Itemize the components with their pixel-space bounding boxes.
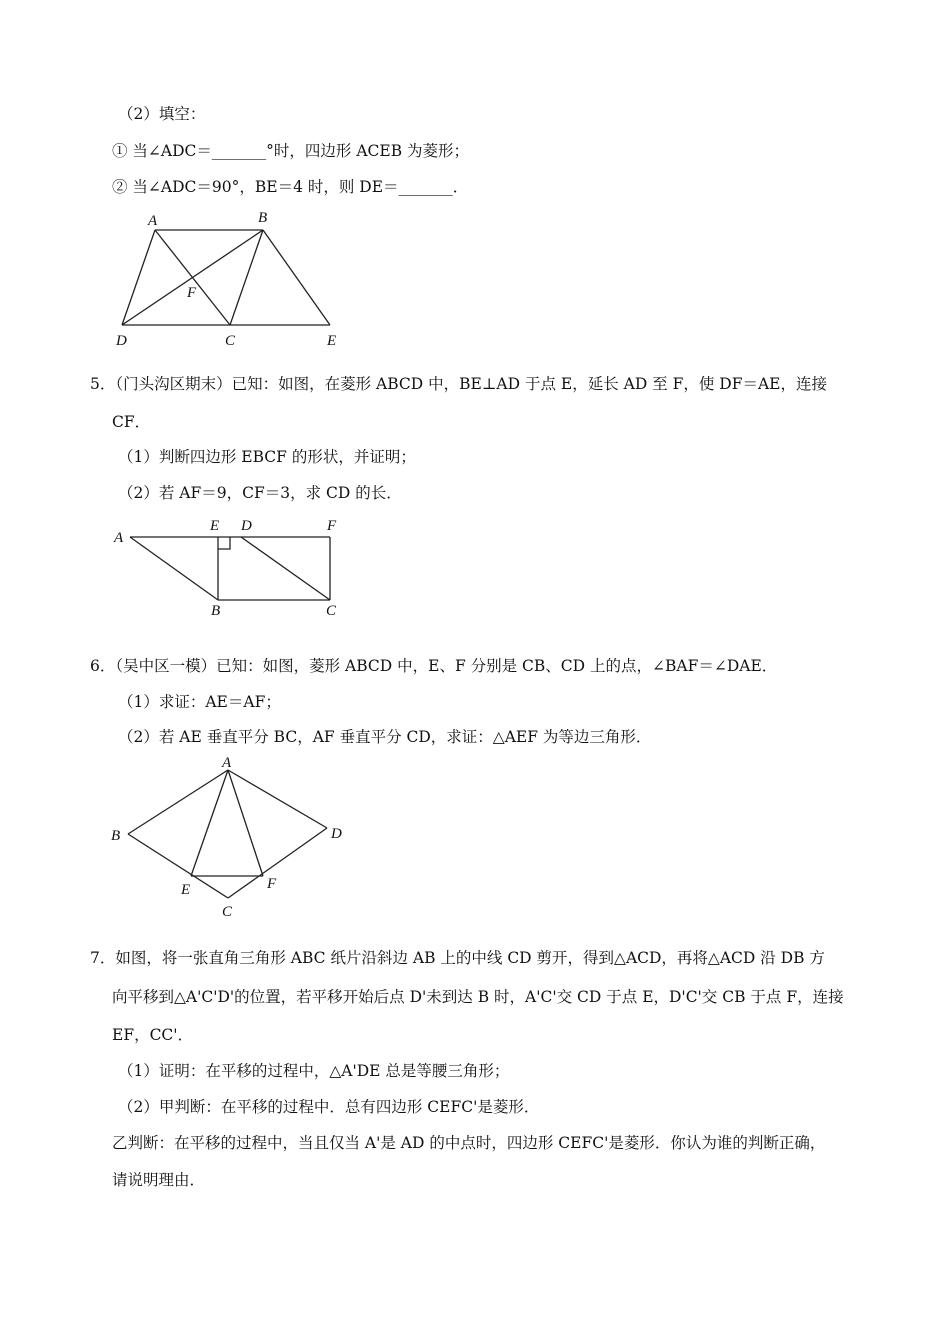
q6-label-c: C [222,904,233,920]
q4-item2: ② 当∠ADC＝90°，BE＝4 时，则 DE＝_______． [112,178,469,196]
q7-part1: （1）证明：在平移的过程中，△A'DE 总是等腰三角形； [118,1062,510,1080]
q4-label-c: C [225,333,236,349]
q6-stem: 6．（吴中区一模）已知：如图，菱形 ABCD 中，E、F 分别是 CB、CD 上的点，∠BAF＝∠DAE． [90,657,778,675]
q5-label-a: A [114,530,124,546]
q6-part2: （2）若 AE 垂直平分 BC，AF 垂直平分 CD，求证：△AEF 为等边三角形． [118,728,652,746]
q6-label-e: E [181,882,191,898]
q5-label-c: C [326,603,337,619]
q4-part2-label: （2）填空： [118,105,206,123]
q5-stem-line1: 5．（门头沟区期末）已知：如图，在菱形 ABCD 中，BE⊥AD 于点 E，延长 AD 至 F，使 DF＝AE，连接 [90,375,827,393]
q6-label-d: D [331,826,342,842]
q5-part1: （1）判断四边形 EBCF 的形状，并证明； [118,448,416,466]
q5-part2: （2）若 AF＝9，CF＝3，求 CD 的长． [118,484,402,502]
q7-part3-line1: 乙判断：在平移的过程中，当且仅当 A'是 AD 的中点时，四边形 CEFC'是菱形．你认为谁的判断正确， [112,1134,826,1152]
q6-figure [105,752,355,922]
q5-stem-line2: CF． [112,413,151,431]
q5-label-f: F [327,518,337,534]
q4-label-d: D [116,333,127,349]
q4-figure [110,205,350,355]
q6-label-a: A [222,755,232,771]
q4-label-a: A [148,213,158,229]
q4-item1: ① 当∠ADC＝_______°时，四边形 ACEB 为菱形； [112,142,470,160]
q7-stem-line1: 7．如图，将一张直角三角形 ABC 纸片沿斜边 AB 上的中线 CD 剪开，得到△ACD，再将△ACD 沿 DB 方 [90,949,825,967]
q5-figure [110,512,350,620]
q6-label-f: F [267,876,277,892]
q7-stem-line2: 向平移到△A'C'D'的位置，若平移开始后点 D'未到达 B 时，A'C'交 CD 于点 E，D'C'交 CB 于点 F，连接 [112,988,844,1006]
q5-label-b: B [211,603,221,619]
q7-stem-line3: EF，CC'． [112,1026,194,1044]
q5-label-e: E [210,518,220,534]
q7-part3-line2: 请说明理由． [112,1171,206,1189]
q7-part2: （2）甲判断：在平移的过程中．总有四边形 CEFC'是菱形． [118,1098,540,1116]
q4-label-e: E [327,333,337,349]
q4-label-b: B [258,210,268,226]
q5-label-d: D [241,518,252,534]
q6-label-b: B [111,828,121,844]
q4-label-f: F [187,285,197,301]
q6-part1: （1）求证：AE＝AF； [118,693,281,711]
